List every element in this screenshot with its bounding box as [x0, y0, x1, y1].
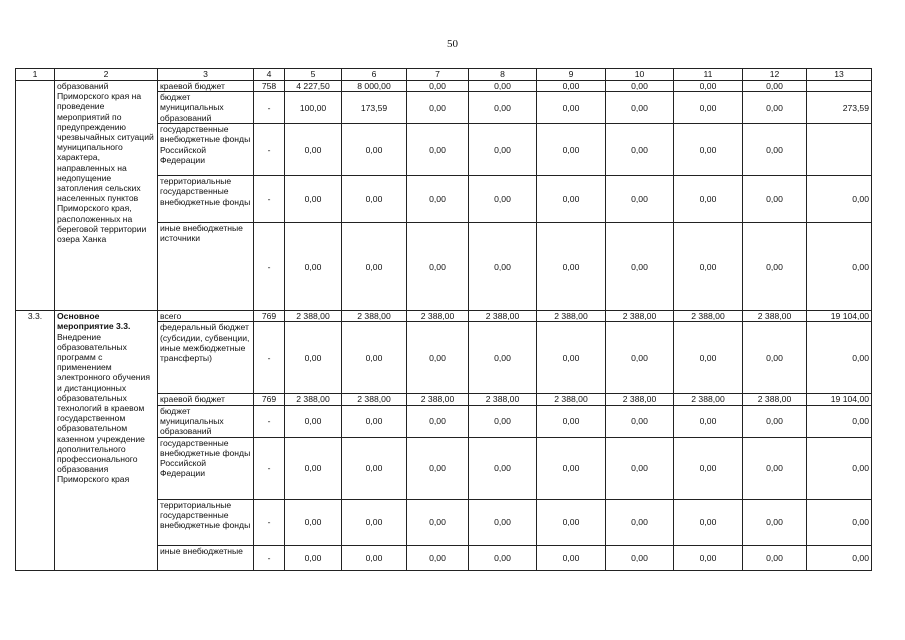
- value-cell: 0,00: [285, 437, 342, 499]
- budget-table: [15, 68, 872, 571]
- value-cell: 0,00: [537, 124, 606, 176]
- header-row: [16, 69, 872, 81]
- value-cell: 0,00: [674, 405, 743, 437]
- value-cell: 0,00: [285, 499, 342, 545]
- value-cell: 19 104,00: [807, 311, 872, 322]
- value-cell: 0,00: [537, 437, 606, 499]
- value-cell: 0,00: [469, 545, 537, 570]
- value-cell: 0,00: [342, 322, 407, 394]
- header-cell: 12: [743, 69, 807, 81]
- value-cell: 0,00: [469, 176, 537, 223]
- value-cell: 0,00: [606, 176, 674, 223]
- code-cell: -: [254, 92, 285, 124]
- value-cell: 0,00: [537, 81, 606, 92]
- header-cell: 2: [55, 69, 158, 81]
- code-cell: -: [254, 124, 285, 176]
- value-cell: 0,00: [743, 176, 807, 223]
- value-cell: 0,00: [743, 223, 807, 311]
- value-cell: 0,00: [606, 322, 674, 394]
- funding-source-cell: государственные внебюджетные фонды Российской Федерации: [158, 124, 254, 176]
- funding-source-cell: краевой бюджет: [158, 394, 254, 405]
- value-cell: 0,00: [537, 223, 606, 311]
- value-cell: 0,00: [807, 499, 872, 545]
- value-cell: 0,00: [606, 81, 674, 92]
- header-cell: 6: [342, 69, 407, 81]
- value-cell: 0,00: [743, 124, 807, 176]
- value-cell: 2 388,00: [342, 311, 407, 322]
- value-cell: 0,00: [807, 322, 872, 394]
- block1-body: [16, 81, 872, 311]
- value-cell: 0,00: [537, 92, 606, 124]
- value-cell: [807, 124, 872, 176]
- header-cell: 7: [407, 69, 469, 81]
- value-cell: 2 388,00: [743, 311, 807, 322]
- funding-source-cell: территориальные государственные внебюджетные фонды: [158, 499, 254, 545]
- value-cell: 0,00: [807, 405, 872, 437]
- funding-source-cell: федеральный бюджет (субсидии, субвенции, иные межбюджетные трансферты): [158, 322, 254, 394]
- value-cell: 4 227,50: [285, 81, 342, 92]
- value-cell: 0,00: [469, 322, 537, 394]
- header-cell: 8: [469, 69, 537, 81]
- value-cell: 0,00: [407, 92, 469, 124]
- value-cell: 0,00: [674, 499, 743, 545]
- table-row: [16, 81, 872, 92]
- funding-source-cell: территориальные государственные внебюджетные фонды: [158, 176, 254, 223]
- funding-source-cell: бюджет муниципальных образований: [158, 405, 254, 437]
- header-cell: 9: [537, 69, 606, 81]
- value-cell: 0,00: [469, 499, 537, 545]
- value-cell: 0,00: [285, 322, 342, 394]
- value-cell: 0,00: [606, 545, 674, 570]
- value-cell: 0,00: [807, 437, 872, 499]
- value-cell: 273,59: [807, 92, 872, 124]
- value-cell: 0,00: [606, 405, 674, 437]
- value-cell: 2 388,00: [469, 311, 537, 322]
- value-cell: 0,00: [469, 92, 537, 124]
- value-cell: 0,00: [606, 499, 674, 545]
- value-cell: 2 388,00: [407, 311, 469, 322]
- value-cell: 0,00: [674, 437, 743, 499]
- value-cell: 0,00: [807, 176, 872, 223]
- code-cell: -: [254, 545, 285, 570]
- value-cell: 2 388,00: [537, 394, 606, 405]
- header-cell: 13: [807, 69, 872, 81]
- value-cell: 0,00: [407, 176, 469, 223]
- code-cell: -: [254, 437, 285, 499]
- funding-source-cell: бюджет муниципальных образований: [158, 92, 254, 124]
- header-cell: 10: [606, 69, 674, 81]
- value-cell: 0,00: [674, 223, 743, 311]
- value-cell: 0,00: [407, 545, 469, 570]
- value-cell: 2 388,00: [407, 394, 469, 405]
- row-number-cell: 3.3.: [16, 311, 55, 570]
- funding-source-cell: краевой бюджет: [158, 81, 254, 92]
- code-cell: 758: [254, 81, 285, 92]
- value-cell: 0,00: [285, 223, 342, 311]
- value-cell: 0,00: [342, 223, 407, 311]
- value-cell: 0,00: [606, 92, 674, 124]
- value-cell: 2 388,00: [606, 394, 674, 405]
- value-cell: 2 388,00: [674, 311, 743, 322]
- value-cell: 2 388,00: [606, 311, 674, 322]
- value-cell: 0,00: [469, 124, 537, 176]
- value-cell: 0,00: [342, 545, 407, 570]
- value-cell: 2 388,00: [537, 311, 606, 322]
- header-cell: 11: [674, 69, 743, 81]
- code-cell: -: [254, 405, 285, 437]
- value-cell: 0,00: [807, 545, 872, 570]
- value-cell: 2 388,00: [342, 394, 407, 405]
- value-cell: 0,00: [407, 499, 469, 545]
- block2-body: [16, 311, 872, 570]
- value-cell: 0,00: [285, 176, 342, 223]
- code-cell: -: [254, 499, 285, 545]
- code-cell: 769: [254, 394, 285, 405]
- value-cell: 0,00: [285, 405, 342, 437]
- value-cell: 0,00: [807, 223, 872, 311]
- value-cell: 0,00: [342, 176, 407, 223]
- value-cell: 100,00: [285, 92, 342, 124]
- value-cell: 0,00: [407, 322, 469, 394]
- value-cell: 0,00: [674, 545, 743, 570]
- value-cell: 0,00: [407, 124, 469, 176]
- value-cell: 0,00: [674, 322, 743, 394]
- value-cell: 0,00: [537, 545, 606, 570]
- value-cell: 0,00: [674, 176, 743, 223]
- value-cell: 8 000,00: [342, 81, 407, 92]
- value-cell: 0,00: [342, 437, 407, 499]
- value-cell: 0,00: [606, 223, 674, 311]
- value-cell: 0,00: [285, 124, 342, 176]
- code-cell: -: [254, 322, 285, 394]
- value-cell: 0,00: [469, 437, 537, 499]
- value-cell: 0,00: [537, 499, 606, 545]
- code-cell: 769: [254, 311, 285, 322]
- event-title: Основное мероприятие 3.3.: [57, 311, 131, 332]
- header-cell: 5: [285, 69, 342, 81]
- page-number: 50: [447, 38, 458, 50]
- value-cell: 0,00: [743, 81, 807, 92]
- value-cell: 0,00: [743, 92, 807, 124]
- value-cell: 0,00: [743, 545, 807, 570]
- value-cell: 0,00: [674, 92, 743, 124]
- event-description: Внедрение образовательных программ с применением электронного обучения и дистанционных образовательных технологий в краевом государственном образовательном казенном учреждение дополнительного профессионального образования Приморского края: [57, 331, 150, 485]
- value-cell: 0,00: [537, 405, 606, 437]
- value-cell: 2 388,00: [743, 394, 807, 405]
- value-cell: 0,00: [342, 124, 407, 176]
- value-cell: 0,00: [743, 499, 807, 545]
- value-cell: 0,00: [743, 437, 807, 499]
- funding-source-cell: иные внебюджетные: [158, 545, 254, 570]
- value-cell: 0,00: [342, 405, 407, 437]
- value-cell: [807, 81, 872, 92]
- value-cell: 2 388,00: [469, 394, 537, 405]
- code-cell: -: [254, 176, 285, 223]
- value-cell: 19 104,00: [807, 394, 872, 405]
- header-cell: 1: [16, 69, 55, 81]
- value-cell: 2 388,00: [674, 394, 743, 405]
- value-cell: 0,00: [674, 124, 743, 176]
- value-cell: 0,00: [469, 223, 537, 311]
- value-cell: 2 388,00: [285, 311, 342, 322]
- value-cell: 0,00: [342, 499, 407, 545]
- value-cell: 2 388,00: [285, 394, 342, 405]
- value-cell: 0,00: [407, 81, 469, 92]
- value-cell: 0,00: [743, 405, 807, 437]
- value-cell: 0,00: [407, 437, 469, 499]
- value-cell: 0,00: [606, 124, 674, 176]
- value-cell: 0,00: [407, 405, 469, 437]
- funding-source-cell: всего: [158, 311, 254, 322]
- value-cell: 0,00: [674, 81, 743, 92]
- event-description: образований Приморского края на проведение мероприятий по предупреждению чрезвычайных ситуаций муниципального характера, направленных на недопущение затопления сельских населенных пунктов Приморского края, расположенных на береговой территории озера Ханка: [57, 81, 154, 245]
- value-cell: 0,00: [469, 81, 537, 92]
- value-cell: 0,00: [469, 405, 537, 437]
- funding-source-cell: государственные внебюджетные фонды Российской Федерации: [158, 437, 254, 499]
- table-row: [16, 311, 872, 322]
- value-cell: 0,00: [606, 437, 674, 499]
- row-number-cell: [16, 81, 55, 311]
- value-cell: 173,59: [342, 92, 407, 124]
- value-cell: 0,00: [537, 176, 606, 223]
- value-cell: 0,00: [743, 322, 807, 394]
- value-cell: 0,00: [407, 223, 469, 311]
- header-cell: 4: [254, 69, 285, 81]
- description-cell: [55, 311, 158, 570]
- value-cell: 0,00: [285, 545, 342, 570]
- description-cell: [55, 81, 158, 311]
- value-cell: 0,00: [537, 322, 606, 394]
- code-cell: -: [254, 223, 285, 311]
- funding-source-cell: иные внебюджетные источники: [158, 223, 254, 311]
- header-cell: 3: [158, 69, 254, 81]
